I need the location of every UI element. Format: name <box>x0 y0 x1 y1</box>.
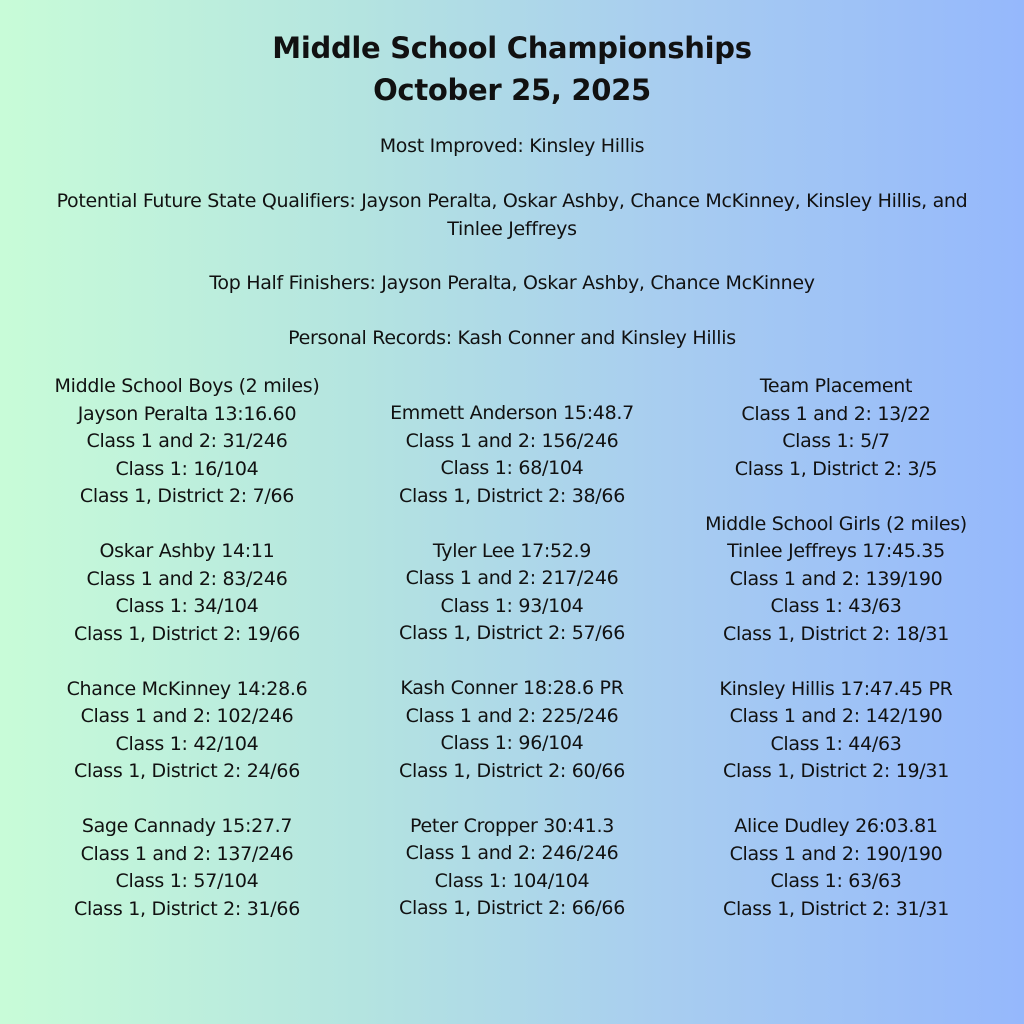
class-1-and-2-place: Class 1 and 2: 217/246 <box>405 567 619 589</box>
athlete-entry <box>22 401 352 511</box>
page-title: Middle School Championships <box>272 31 752 65</box>
district-place: Class 1, District 2: 24/66 <box>74 760 300 782</box>
boys-heading: Middle School Boys (2 miles) <box>54 375 320 397</box>
class-1-place: Class 1: 43/63 <box>770 595 902 617</box>
district-place: Class 1, District 2: 60/66 <box>399 759 625 782</box>
class-1-place: Class 1: 93/104 <box>440 594 584 617</box>
athlete-entry <box>22 813 352 923</box>
personal-records-text: Personal Records: Kash Conner and Kinsley Hillis <box>288 327 736 349</box>
athlete-name-time: Tyler Lee 17:52.9 <box>432 539 592 562</box>
team-class-1-and-2-place: Class 1 and 2: 13/22 <box>741 402 931 425</box>
athlete-name-time: Peter Cropper 30:41.3 <box>410 814 614 837</box>
team-placement <box>671 373 1001 483</box>
top-half-text: Top Half Finishers: Jayson Peralta, Oskar Ashby, Chance McKinney <box>209 272 815 294</box>
class-1-and-2-place: Class 1 and 2: 139/190 <box>729 567 943 590</box>
class-1-and-2-place: Class 1 and 2: 31/246 <box>86 430 288 452</box>
athlete-entry <box>347 675 677 785</box>
class-1-place: Class 1: 16/104 <box>115 457 259 480</box>
girls-heading: Middle School Girls (2 miles) <box>705 512 967 535</box>
athlete-name-time: Kash Conner 18:28.6 PR <box>400 677 624 699</box>
athlete-name-time: Kinsley Hillis 17:47.45 PR <box>719 677 953 700</box>
class-1-and-2-place: Class 1 and 2: 142/190 <box>729 705 943 727</box>
team-class-1-place: Class 1: 5/7 <box>782 430 890 452</box>
class-1-and-2-place: Class 1 and 2: 83/246 <box>86 567 288 590</box>
class-1-place: Class 1: 63/63 <box>770 870 902 892</box>
meet-date: October 25, 2025 <box>373 73 651 107</box>
athlete-entry <box>347 400 677 510</box>
athlete-entry <box>22 676 352 786</box>
class-1-and-2-place: Class 1 and 2: 190/190 <box>729 842 943 865</box>
class-1-place: Class 1: 96/104 <box>440 732 584 754</box>
team-girls-column <box>671 373 1001 923</box>
athlete-name-time: Tinlee Jeffreys 17:45.35 <box>727 540 945 562</box>
district-place: Class 1, District 2: 19/31 <box>723 760 949 782</box>
most-improved-text: Most Improved: Kinsley Hillis <box>379 135 645 157</box>
class-1-place: Class 1: 34/104 <box>115 595 259 617</box>
class-1-and-2-place: Class 1 and 2: 225/246 <box>405 704 619 727</box>
athlete-entry <box>671 538 1001 648</box>
boys-column-left <box>22 373 352 923</box>
team-district-place: Class 1, District 2: 3/5 <box>734 457 938 480</box>
class-1-place: Class 1: 68/104 <box>440 457 584 479</box>
class-1-place: Class 1: 44/63 <box>770 732 902 755</box>
athlete-name-time: Jayson Peralta 13:16.60 <box>77 402 297 425</box>
district-place: Class 1, District 2: 18/31 <box>723 622 949 645</box>
district-place: Class 1, District 2: 7/66 <box>79 485 295 507</box>
athlete-entry <box>22 538 352 648</box>
class-1-and-2-place: Class 1 and 2: 137/246 <box>80 842 294 865</box>
district-place: Class 1, District 2: 19/66 <box>74 622 300 645</box>
athlete-entry <box>347 538 677 648</box>
district-place: Class 1, District 2: 31/31 <box>723 897 949 920</box>
athlete-entry <box>671 813 1001 923</box>
class-1-place: Class 1: 104/104 <box>434 869 590 892</box>
class-1-and-2-place: Class 1 and 2: 246/246 <box>405 842 619 864</box>
athlete-entry <box>347 813 677 923</box>
athlete-name-time: Emmett Anderson 15:48.7 <box>390 402 634 424</box>
class-1-and-2-place: Class 1 and 2: 102/246 <box>80 705 294 727</box>
class-1-place: Class 1: 57/104 <box>115 870 259 892</box>
district-place: Class 1, District 2: 38/66 <box>399 484 625 507</box>
future-qualifiers-text: Potential Future State Qualifiers: Jayson Peralta, Oskar Ashby, Chance McKinney, Kinsley Hillis, and Tinlee Jeffreys <box>56 190 968 240</box>
athlete-name-time: Chance McKinney 14:28.6 <box>66 677 308 700</box>
class-1-place: Class 1: 42/104 <box>115 732 259 755</box>
athlete-name-time: Sage Cannady 15:27.7 <box>81 815 293 837</box>
district-place: Class 1, District 2: 66/66 <box>399 897 625 919</box>
team-placement-heading: Team Placement <box>759 375 913 397</box>
boys-column-middle <box>347 400 677 923</box>
athlete-entry <box>671 676 1001 786</box>
class-1-and-2-place: Class 1 and 2: 156/246 <box>405 429 619 452</box>
athlete-name-time: Oskar Ashby 14:11 <box>99 540 275 562</box>
district-place: Class 1, District 2: 31/66 <box>74 897 300 920</box>
district-place: Class 1, District 2: 57/66 <box>399 622 625 644</box>
athlete-name-time: Alice Dudley 26:03.81 <box>734 815 938 837</box>
